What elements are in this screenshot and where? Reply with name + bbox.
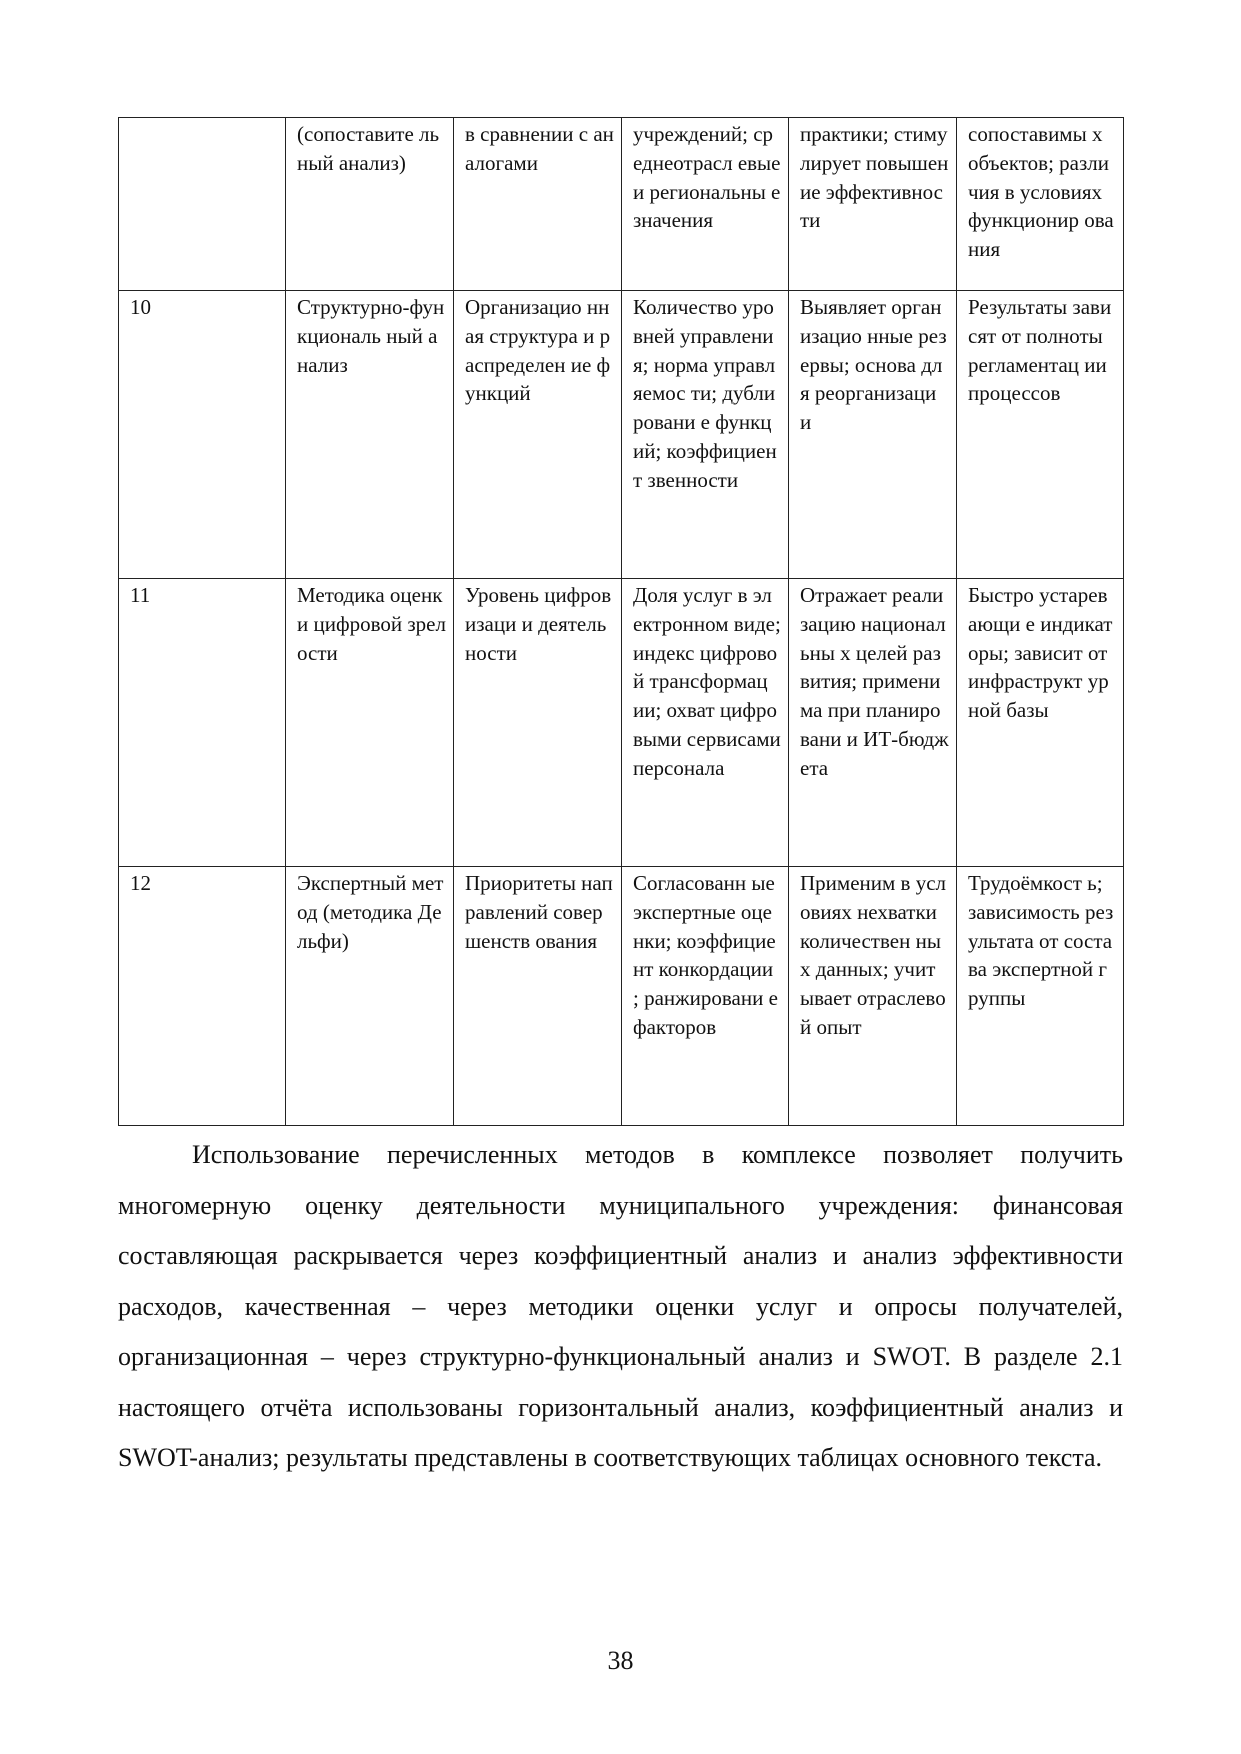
- table-cell-object: Уровень цифровизаци и деятельности: [454, 579, 622, 867]
- table-cell-advantages: практики; стимулирует повышение эффективнос ти: [789, 118, 957, 291]
- table-cell-method: Методика оценки цифровой зрелости: [286, 579, 454, 867]
- table-cell-advantages: Отражает реализацию национальны х целей развития; применима при планировани и ИТ-бюджета: [789, 579, 957, 867]
- table-row: [119, 291, 1124, 579]
- table-cell-number: 10: [119, 291, 286, 579]
- methods-table: [118, 117, 1124, 1126]
- table-cell-number: [119, 118, 286, 291]
- table-cell-indicators: Доля услуг в электронном виде; индекс цифровой трансформац ии; охват цифровыми сервисами персонала: [622, 579, 789, 867]
- table-cell-limitations: Быстро устаревающи е индикаторы; зависит от инфраструкт урной базы: [957, 579, 1124, 867]
- table-cell-indicators: учреждений; среднеотрасл евые и региональны е значения: [622, 118, 789, 291]
- page-number: 38: [607, 1646, 634, 1675]
- table-cell-advantages: Выявляет организацио нные резервы; основа для реорганизаци и: [789, 291, 957, 579]
- table-cell-object: Приоритеты направлений совершенств ования: [454, 867, 622, 1126]
- table-cell-number: 11: [119, 579, 286, 867]
- table-cell-limitations: Трудоёмкост ь; зависимость результата от состава экспертной группы: [957, 867, 1124, 1126]
- table-cell-limitations: сопоставимы х объектов; различия в условиях функционир ования: [957, 118, 1124, 291]
- table-cell-method: Экспертный метод (методика Дельфи): [286, 867, 454, 1126]
- body-paragraph: Использование перечисленных методов в комплексе позволяет получить многомерную оценку деятельности муниципального учреждения: финансовая составляющая раскрывается через коэффициентный анализ и анализ эффективности расходов, качественная – через методики оценки услуг и опросы получателей, организационная – через структурно-функциональный анализ и SWOT. В разделе 2.1 настоящего отчёта использованы горизонтальный анализ, коэффициентный анализ и SWOT-анализ; результаты представлены в соответствующих таблицах основного текста.: [118, 1140, 1123, 1472]
- table-row: [119, 118, 1124, 291]
- table-cell-indicators: Согласованн ые экспертные оценки; коэффициент конкордации ; ранжировани е факторов: [622, 867, 789, 1126]
- table-cell-limitations: Результаты зависят от полноты регламентац ии процессов: [957, 291, 1124, 579]
- table-cell-number: 12: [119, 867, 286, 1126]
- table-cell-method: (сопоставите льный анализ): [286, 118, 454, 291]
- table-cell-object: в сравнении с аналогами: [454, 118, 622, 291]
- table-row: [119, 579, 1124, 867]
- table-cell-indicators: Количество уровней управления; норма управляемос ти; дублировани е функций; коэффициент звенности: [622, 291, 789, 579]
- table-cell-advantages: Применим в условиях нехватки количествен ных данных; учитывает отраслевой опыт: [789, 867, 957, 1126]
- table-row: [119, 867, 1124, 1126]
- table-cell-object: Организацио нная структура и распределен ие функций: [454, 291, 622, 579]
- table-cell-method: Структурно-функциональ ный анализ: [286, 291, 454, 579]
